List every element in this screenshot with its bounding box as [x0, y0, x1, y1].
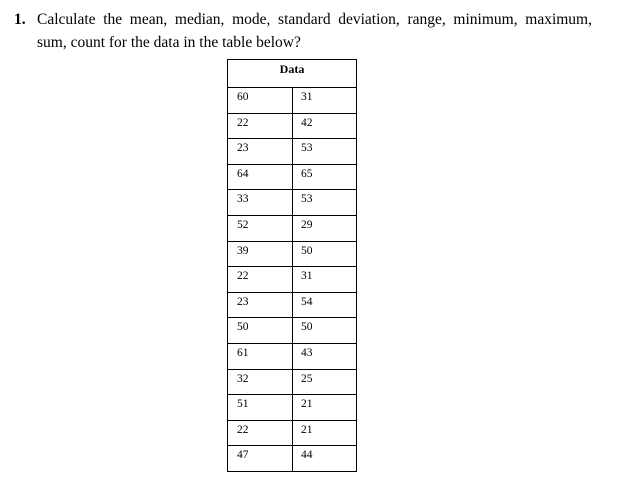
- table-cell-right: 21: [293, 395, 357, 421]
- table-row: [228, 343, 357, 369]
- table-row: [228, 446, 357, 472]
- table-row: [228, 190, 357, 216]
- table-cell-right: 21: [293, 420, 357, 446]
- table-body: [228, 88, 357, 472]
- table-cell-left: 33: [228, 190, 293, 216]
- table-cell-left: 23: [228, 139, 293, 165]
- table-cell-left: 51: [228, 395, 293, 421]
- table-cell-left: 50: [228, 318, 293, 344]
- table-row: [228, 241, 357, 267]
- table-cell-right: 42: [293, 113, 357, 139]
- table-cell-left: 32: [228, 369, 293, 395]
- table-cell-left: 64: [228, 164, 293, 190]
- table-cell-right: 65: [293, 164, 357, 190]
- table-row: [228, 215, 357, 241]
- table-header: Data: [228, 60, 357, 88]
- question-line-1-text: Calculate the mean, median, mode, standard deviation, range, minimum, maximum,: [37, 11, 592, 28]
- table-cell-right: 44: [293, 446, 357, 472]
- table-cell-left: 61: [228, 343, 293, 369]
- table-cell-left: 47: [228, 446, 293, 472]
- table-cell-left: 22: [228, 113, 293, 139]
- table-cell-right: 50: [293, 241, 357, 267]
- table-row: [228, 369, 357, 395]
- table-cell-left: 60: [228, 88, 293, 114]
- table-cell-right: 53: [293, 190, 357, 216]
- table-header-row: [228, 60, 357, 88]
- table-row: [228, 139, 357, 165]
- table-cell-left: 39: [228, 241, 293, 267]
- table-row: [228, 267, 357, 293]
- table-cell-right: 31: [293, 88, 357, 114]
- table-row: [228, 395, 357, 421]
- question-number: 1.: [14, 11, 26, 28]
- table-cell-right: 43: [293, 343, 357, 369]
- table-row: [228, 318, 357, 344]
- table-cell-left: 22: [228, 420, 293, 446]
- table-row: [228, 113, 357, 139]
- table-row: [228, 164, 357, 190]
- data-table: [227, 59, 357, 472]
- table-cell-left: 23: [228, 292, 293, 318]
- table-cell-right: 54: [293, 292, 357, 318]
- table-row: [228, 88, 357, 114]
- table-cell-right: 53: [293, 139, 357, 165]
- question-line-2: sum, count for the data in the table below?: [37, 34, 301, 51]
- table-row: [228, 292, 357, 318]
- table-cell-left: 52: [228, 215, 293, 241]
- table-cell-right: 50: [293, 318, 357, 344]
- table-cell-right: 25: [293, 369, 357, 395]
- question-text: [14, 8, 614, 54]
- table-cell-right: 29: [293, 215, 357, 241]
- table-cell-right: 31: [293, 267, 357, 293]
- table-cell-left: 22: [228, 267, 293, 293]
- question-line-1: [14, 8, 592, 31]
- table-row: [228, 420, 357, 446]
